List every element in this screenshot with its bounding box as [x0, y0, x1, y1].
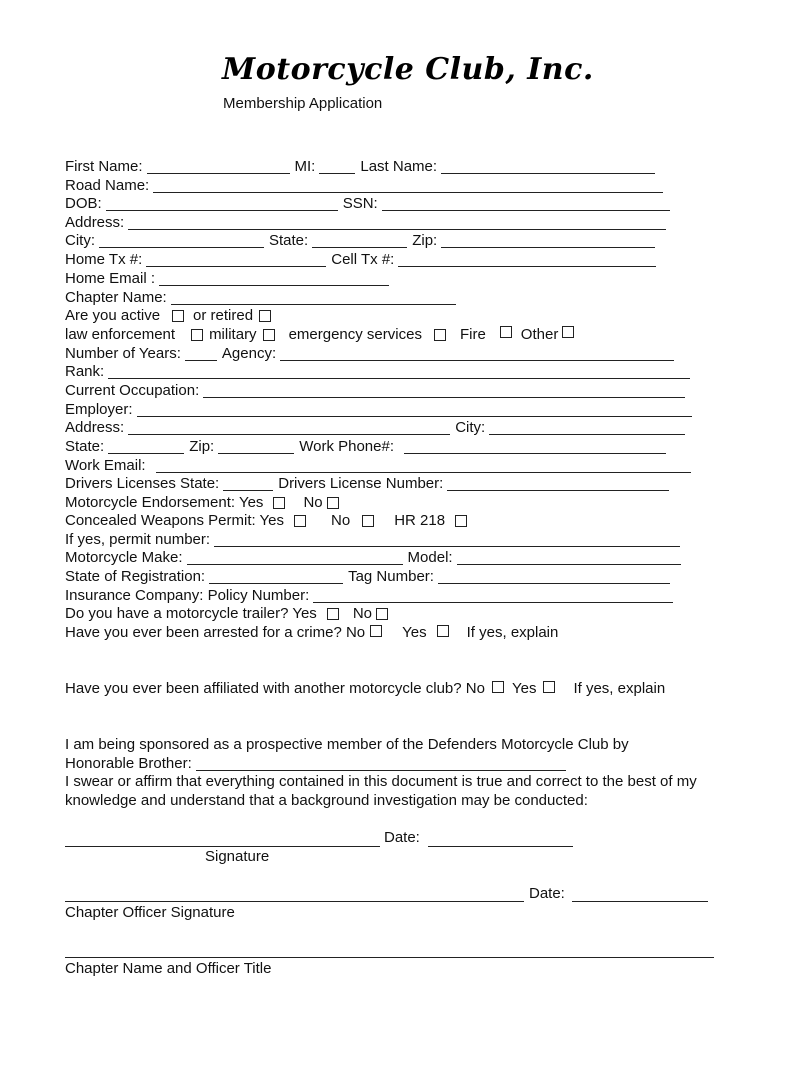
agency-label: Agency: [221, 345, 277, 362]
row-work-address [65, 419, 690, 437]
row-service-type [65, 326, 583, 344]
dob-label: DOB: [65, 195, 102, 212]
other-checkbox[interactable] [562, 326, 574, 338]
mc-endorsement-yes-checkbox[interactable] [273, 497, 285, 509]
work-address-field[interactable] [128, 419, 450, 435]
signature-caption: Signature [205, 848, 270, 865]
work-zip-field[interactable] [218, 438, 294, 454]
first-name-label: First Name: [65, 158, 143, 175]
home-email-label: Home Email : [65, 270, 156, 287]
row-rank [65, 363, 695, 381]
home-tx-field[interactable] [146, 251, 326, 267]
row-city-state-zip [65, 232, 660, 250]
work-email-field[interactable] [156, 457, 691, 473]
affiliated-explain-label: If yes, explain [573, 680, 666, 697]
row-arrested [65, 624, 558, 642]
arrested-no-checkbox[interactable] [370, 625, 382, 637]
military-label: military [209, 326, 257, 343]
insurance-field[interactable] [313, 587, 673, 603]
trailer-label: Do you have a motorcycle trailer? Yes [65, 605, 317, 622]
retired-label: or retired [193, 307, 254, 324]
tag-number-label: Tag Number: [348, 568, 434, 585]
work-state-label: State: [65, 438, 105, 455]
row-phones [65, 251, 661, 269]
occupation-label: Current Occupation: [65, 382, 200, 399]
years-label: Number of Years: [65, 345, 181, 362]
row-work-email [65, 457, 696, 475]
fire-label: Fire [459, 326, 486, 343]
form-subtitle: Membership Application [223, 95, 383, 112]
ssn-field[interactable] [382, 195, 670, 211]
chapter-officer-signature-field[interactable] [65, 901, 524, 902]
state-registration-label: State of Registration: [65, 568, 206, 585]
cell-tx-label: Cell Tx #: [331, 251, 395, 268]
row-employer [65, 401, 697, 419]
occupation-field[interactable] [203, 382, 685, 398]
law-enforcement-checkbox[interactable] [191, 329, 203, 341]
affiliated-yes-checkbox[interactable] [543, 681, 555, 693]
row-honorable-brother [65, 755, 571, 773]
work-address-label: Address: [65, 419, 125, 436]
permit-number-field[interactable] [214, 531, 680, 547]
state-field[interactable] [312, 232, 407, 248]
row-years-agency [65, 345, 679, 363]
work-state-field[interactable] [108, 438, 184, 454]
form-title: Motorcycle Club, Inc. [222, 52, 594, 87]
hr218-checkbox[interactable] [455, 515, 467, 527]
row-name [65, 158, 660, 176]
years-field[interactable] [185, 345, 217, 361]
trailer-no-label: No [352, 605, 372, 622]
first-name-field[interactable] [147, 158, 290, 174]
mi-label: MI: [294, 158, 316, 175]
hr218-label: HR 218 [394, 512, 446, 529]
work-phone-field[interactable] [404, 438, 666, 454]
mi-field[interactable] [319, 158, 355, 174]
retired-checkbox[interactable] [259, 310, 271, 322]
emergency-services-checkbox[interactable] [434, 329, 446, 341]
cwp-no-label: No [331, 512, 351, 529]
military-checkbox[interactable] [263, 329, 275, 341]
model-field[interactable] [457, 549, 681, 565]
insurance-label: Insurance Company: Policy Number: [65, 587, 310, 604]
emergency-services-label: emergency services [288, 326, 422, 343]
other-label: Other [520, 326, 559, 343]
chapter-officer-signature-caption: Chapter Officer Signature [65, 904, 235, 921]
row-active-retired [65, 307, 280, 325]
ssn-label: SSN: [342, 195, 378, 212]
signature-date-label: Date: [384, 829, 420, 846]
dob-field[interactable] [106, 195, 338, 211]
row-cwp [65, 512, 476, 530]
home-email-field[interactable] [159, 270, 389, 286]
row-road-name [65, 177, 668, 195]
employer-field[interactable] [137, 401, 692, 417]
row-dob-ssn [65, 195, 675, 213]
permit-number-label: If yes, permit number: [65, 531, 211, 548]
affirmation-statement: I swear or affirm that everything contained in this document is true and correct to the best of my knowledge and understand that a background investigation may be conducted: [65, 773, 697, 809]
mc-make-field[interactable] [187, 549, 403, 565]
agency-field[interactable] [280, 345, 674, 361]
officer-date-label: Date: [529, 885, 565, 902]
officer-date-field[interactable] [572, 901, 708, 902]
state-label: State: [269, 232, 309, 249]
arrested-label: Have you ever been arrested for a crime? No [65, 624, 366, 641]
road-name-label: Road Name: [65, 177, 150, 194]
mc-endorsement-no-label: No [303, 494, 323, 511]
mc-endorsement-label: Motorcycle Endorsement: Yes [65, 494, 264, 511]
trailer-no-checkbox[interactable] [376, 608, 388, 620]
rank-field[interactable] [108, 363, 690, 379]
employer-label: Employer: [65, 401, 133, 418]
work-phone-label: Work Phone#: [299, 438, 394, 455]
cwp-yes-checkbox[interactable] [294, 515, 306, 527]
arrested-yes-checkbox[interactable] [437, 625, 449, 637]
row-trailer [65, 605, 397, 623]
row-affiliated [65, 680, 665, 698]
sponsor-statement: I am being sponsored as a prospective member of the Defenders Motorcycle Club by [65, 736, 629, 753]
dl-number-field[interactable] [447, 475, 669, 491]
trailer-yes-checkbox[interactable] [327, 608, 339, 620]
chapter-name-officer-title-field[interactable] [65, 957, 714, 958]
row-occupation [65, 382, 690, 400]
cwp-no-checkbox[interactable] [362, 515, 374, 527]
law-enforcement-label: law enforcement [65, 326, 176, 343]
row-chapter-name [65, 289, 461, 307]
active-checkbox[interactable] [172, 310, 184, 322]
chapter-name-officer-title-caption: Chapter Name and Officer Title [65, 960, 272, 977]
home-tx-label: Home Tx #: [65, 251, 143, 268]
arrested-explain-label: If yes, explain [466, 624, 559, 641]
chapter-name-field[interactable] [171, 289, 456, 305]
work-city-field[interactable] [489, 419, 685, 435]
row-insurance [65, 587, 678, 605]
dl-number-label: Drivers License Number: [278, 475, 444, 492]
address-field[interactable] [128, 214, 666, 230]
row-home-email [65, 270, 394, 288]
arrested-yes-label: Yes [402, 624, 427, 641]
city-label: City: [65, 232, 95, 249]
zip-field[interactable] [441, 232, 655, 248]
row-work-state-zip-phone [65, 438, 671, 456]
chapter-name-label: Chapter Name: [65, 289, 167, 306]
state-registration-field[interactable] [209, 568, 343, 584]
row-mc-make-model [65, 549, 686, 567]
cwp-label: Concealed Weapons Permit: Yes [65, 512, 285, 529]
work-zip-label: Zip: [189, 438, 215, 455]
fire-checkbox[interactable] [500, 326, 512, 338]
dl-state-label: Drivers Licenses State: [65, 475, 220, 492]
signature-date-field[interactable] [428, 846, 573, 847]
row-permit-number [65, 531, 685, 549]
model-label: Model: [407, 549, 453, 566]
zip-label: Zip: [412, 232, 438, 249]
affiliated-label: Have you ever been affiliated with another motorcycle club? No [65, 680, 485, 697]
last-name-field[interactable] [441, 158, 655, 174]
road-name-field[interactable] [153, 177, 663, 193]
honorable-brother-label: Honorable Brother: [65, 755, 192, 772]
row-registration-tag [65, 568, 675, 586]
affiliated-yes-label: Yes [511, 680, 537, 697]
mc-endorsement-no-checkbox[interactable] [327, 497, 339, 509]
rank-label: Rank: [65, 363, 105, 380]
honorable-brother-field[interactable] [196, 755, 566, 771]
affiliated-no-checkbox[interactable] [492, 681, 504, 693]
dl-state-field[interactable] [223, 475, 273, 491]
address-label: Address: [65, 214, 125, 231]
last-name-label: Last Name: [360, 158, 438, 175]
work-email-label: Work Email: [65, 457, 146, 474]
tag-number-field[interactable] [438, 568, 670, 584]
cell-tx-field[interactable] [398, 251, 656, 267]
city-field[interactable] [99, 232, 264, 248]
row-address [65, 214, 671, 232]
mc-make-label: Motorcycle Make: [65, 549, 183, 566]
row-drivers-license [65, 475, 674, 493]
row-mc-endorsement [65, 494, 348, 512]
signature-field[interactable] [65, 846, 380, 847]
work-city-label: City: [455, 419, 486, 436]
active-label: Are you active [65, 307, 161, 324]
